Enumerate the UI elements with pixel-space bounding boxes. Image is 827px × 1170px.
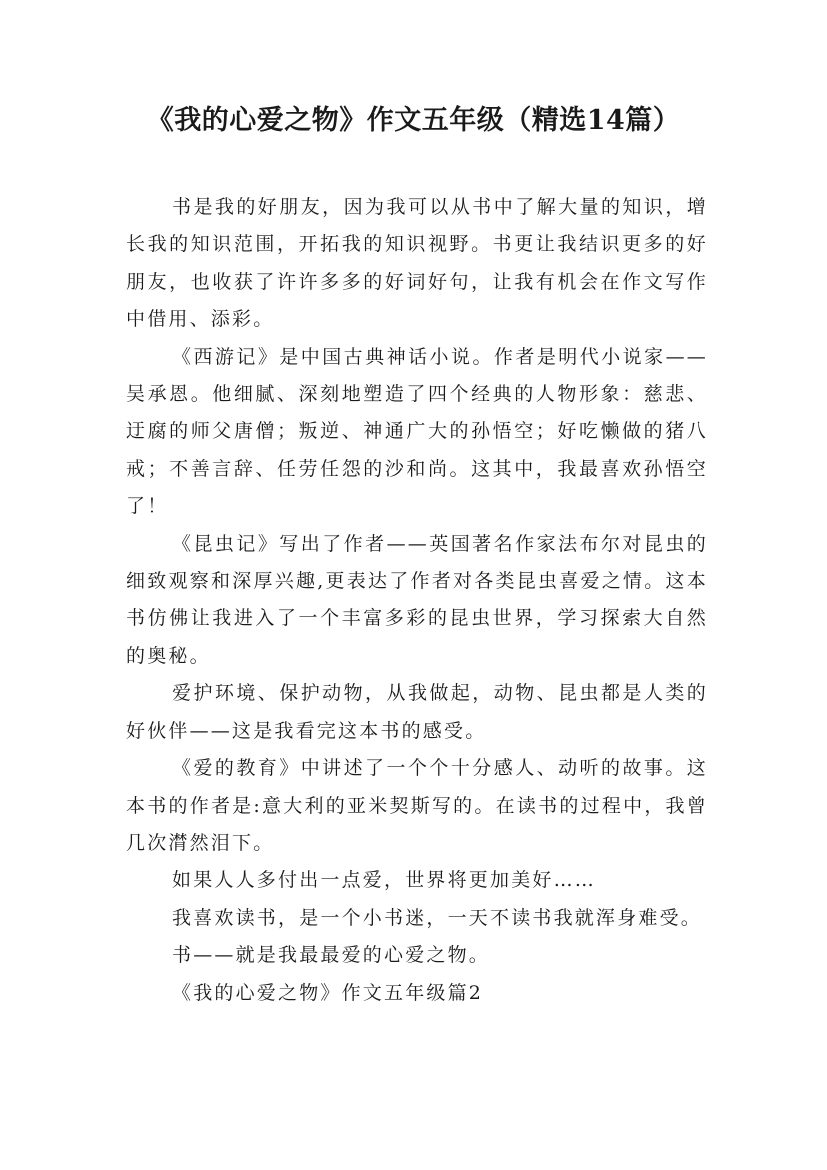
document-title: 《我的心爱之物》作文五年级（精选14篇） [146,105,681,136]
section-heading-2: 《我的心爱之物》作文五年级篇2 [172,981,484,1004]
document-body [126,189,708,1012]
paragraph-5: 《爱的教育》中讲述了一个个十分感人、动听的故事。这本书的作者是:意大利的亚米契斯写的。在读书的过程中，我曾几次潸然泪下。 [126,757,708,854]
paragraph-7: 我喜欢读书，是一个小书迷，一天不读书我就浑身难受。 [172,906,703,929]
paragraph-8: 书——就是我最最爱的心爱之物。 [172,944,491,967]
paragraph-2: 《西游记》是中国古典神话小说。作者是明代小说家——吴承恩。他细腻、深刻地塑造了四个经典的人物形象：慈悲、迂腐的师父唐僧；叛逆、神通广大的孙悟空；好吃懒做的猪八戒；不善言辞、任劳任怨的沙和尚。这其中，我最喜欢孙悟空了！ [126,345,708,518]
paragraph-3: 《昆虫记》写出了作者——英国著名作家法布尔对昆虫的细致观察和深厚兴趣,更表达了作者对各类昆虫喜爱之情。这本书仿佛让我进入了一个丰富多彩的昆虫世界，学习探索大自然的奥秘。 [126,532,708,667]
paragraph-6: 如果人人多付出一点爱，世界将更加美好…… [172,869,597,892]
paragraph-1: 书是我的好朋友，因为我可以从书中了解大量的知识，增长我的知识范围，开拓我的知识视野。书更让我结识更多的好朋友，也收获了许许多多的好词好句，让我有机会在作文写作中借用、添彩。 [126,196,708,331]
paragraph-4: 爱护环境、保护动物，从我做起，动物、昆虫都是人类的好伙伴——这是我看完这本书的感受。 [126,682,708,742]
